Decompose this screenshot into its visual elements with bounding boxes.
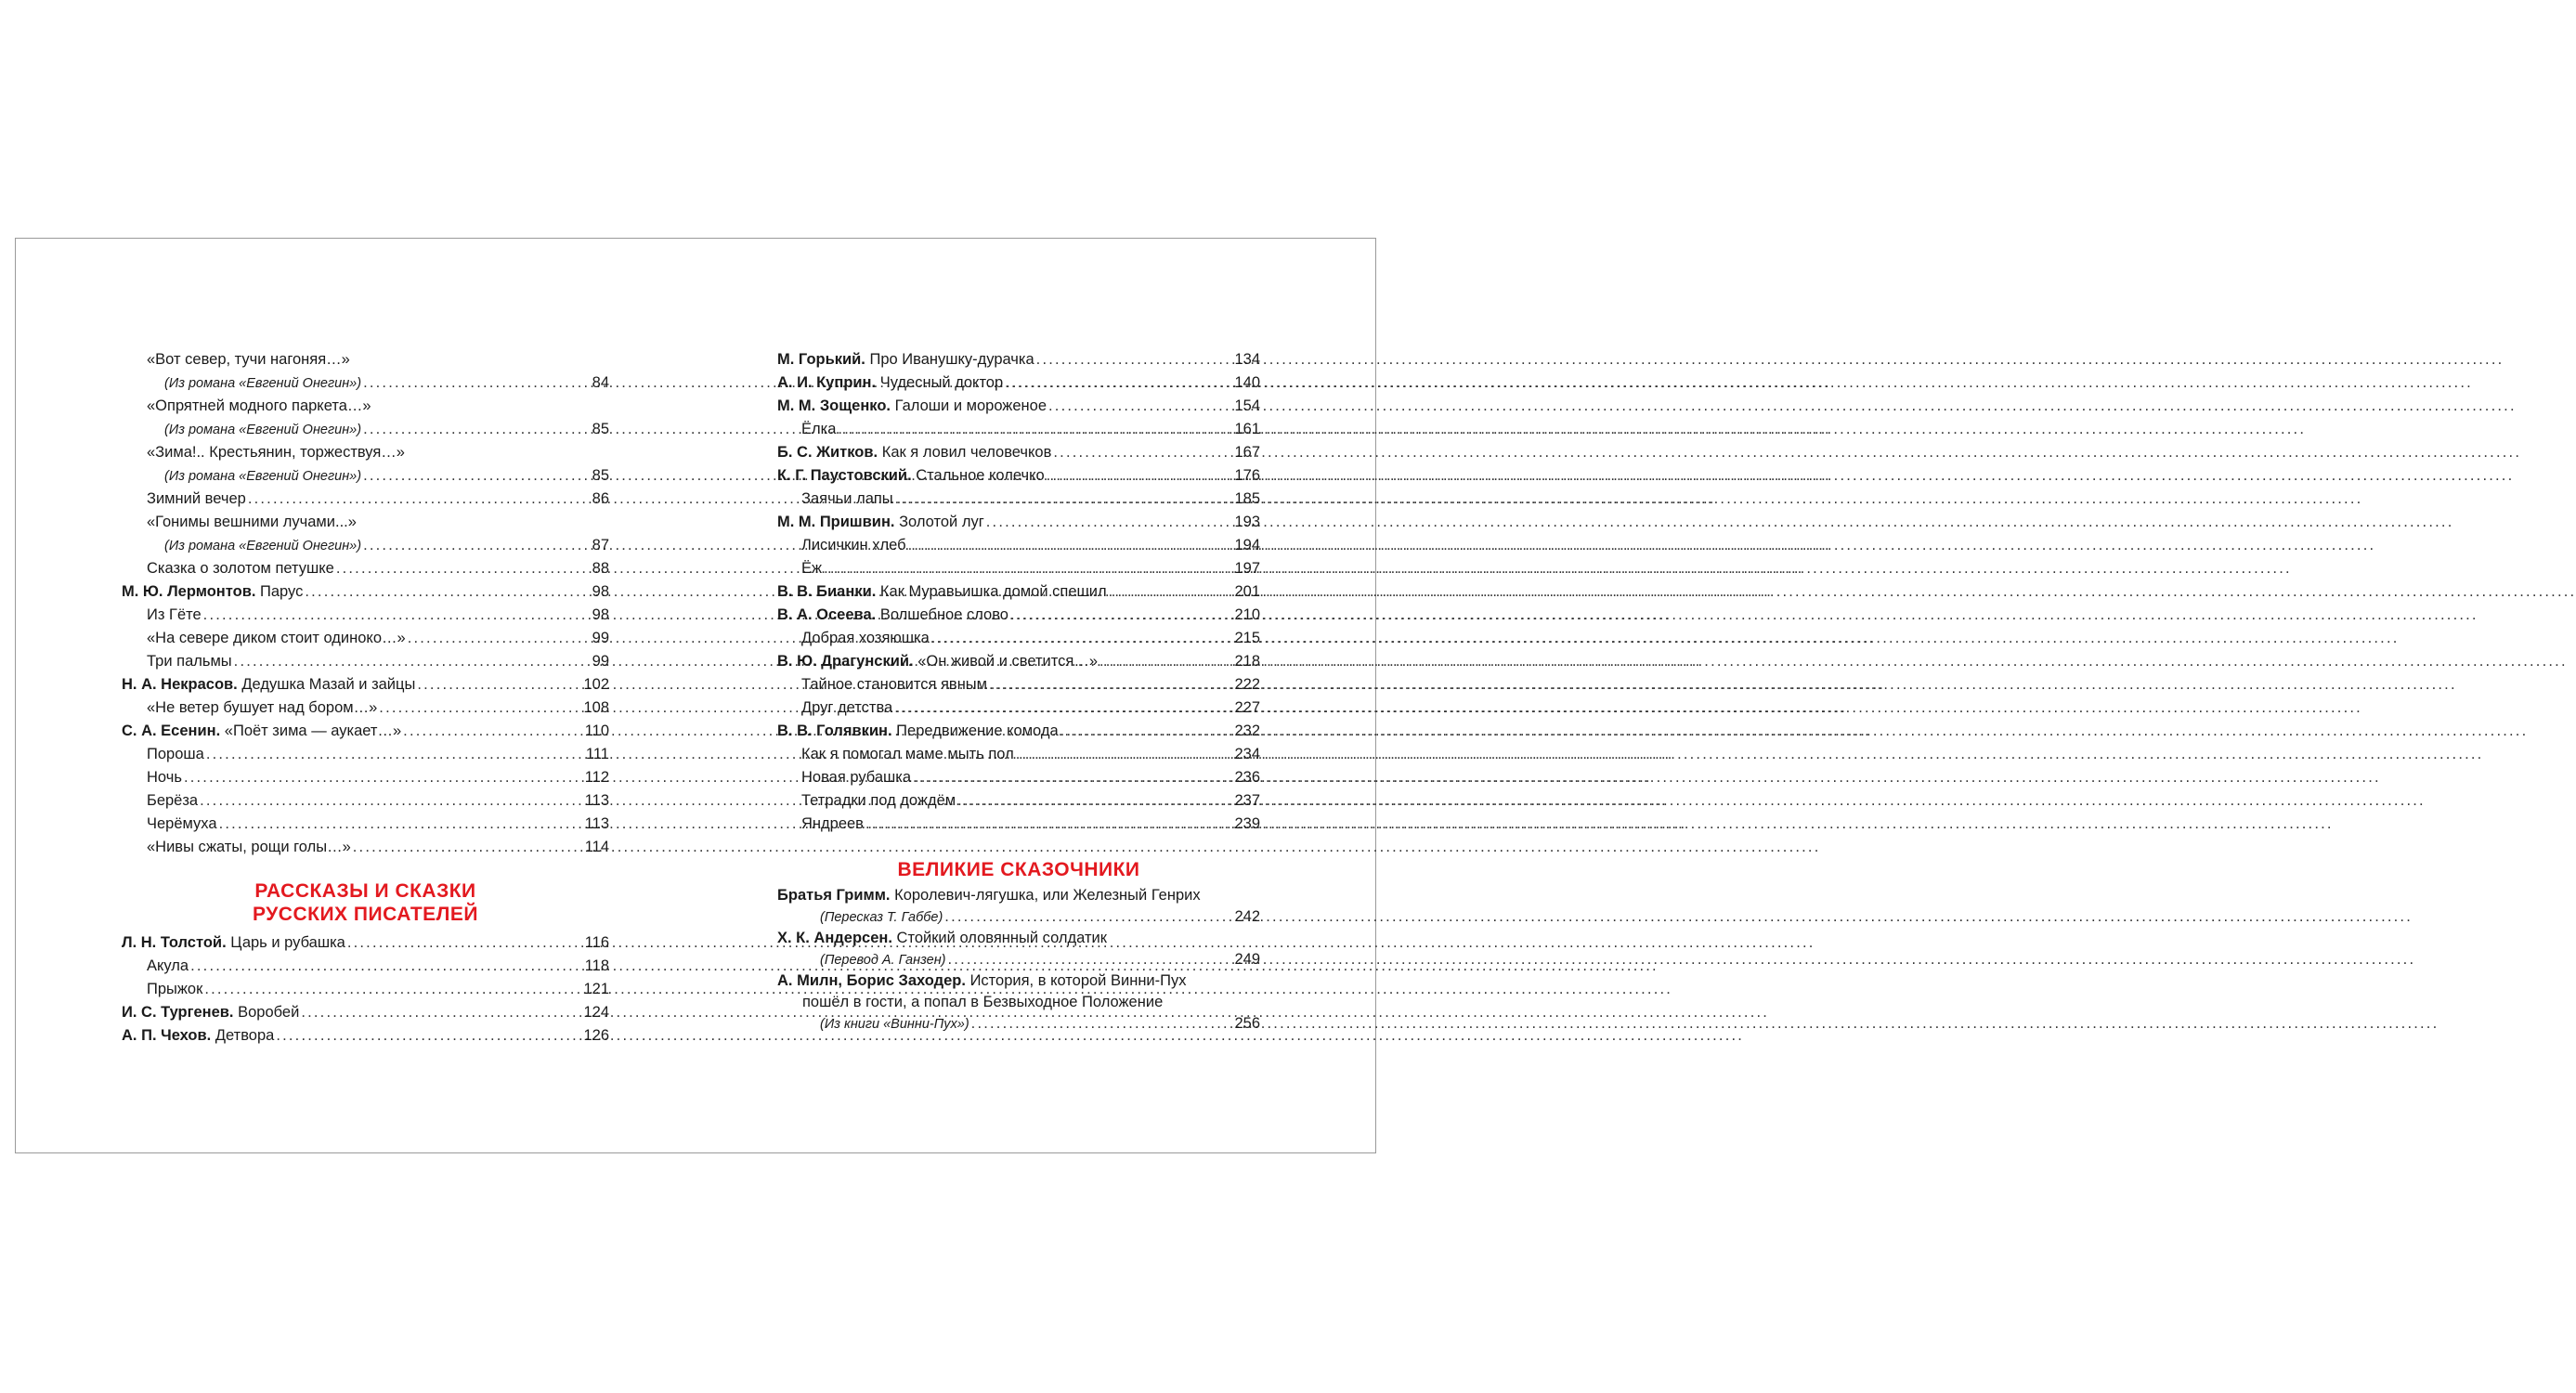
toc-entry-note: (Из романа «Евгений Онегин») (164, 376, 362, 391)
toc-entry-title-text: Три пальмы (147, 653, 232, 670)
toc-entry (122, 1001, 609, 1024)
toc-page-number: 185 (1234, 490, 1260, 507)
toc-leader-dots (184, 766, 583, 789)
toc-page-number: 218 (1234, 653, 1260, 670)
toc-entry-author: М. М. Зощенко. (777, 397, 891, 414)
section-heading-line: РУССКИХ ПИСАТЕЛЕЙ (253, 904, 478, 925)
toc-page-number: 234 (1234, 746, 1260, 762)
toc-entry-title (147, 604, 202, 627)
toc-leader-dots (1099, 650, 1232, 673)
toc-leader-dots (944, 906, 1232, 928)
toc-entry (777, 766, 1260, 789)
toc-entry-title (147, 743, 204, 766)
toc-entry (122, 978, 609, 1001)
toc-entry-title (777, 511, 984, 534)
toc-entry-title (801, 557, 822, 580)
toc-entry-title (820, 1013, 969, 1035)
toc-entry (122, 650, 609, 673)
toc-entry-author: Б. С. Житков. (777, 444, 878, 461)
toc-entry-author: Н. А. Некрасов. (122, 676, 238, 693)
toc-leader-dots (1047, 464, 1233, 488)
toc-entry-title (147, 836, 351, 859)
toc-entry (122, 418, 609, 441)
book-spread (15, 238, 1376, 1153)
toc-entry-title-text: Друг детства (801, 699, 893, 716)
toc-entry-author: Л. Н. Толстой. (122, 934, 227, 951)
toc-entry-title-text: Черёмуха (147, 815, 217, 832)
toc-entry-title (122, 931, 345, 955)
toc-entry-author: В. В. Бианки. (777, 583, 877, 600)
toc-left-column (122, 348, 609, 1048)
toc-leader-dots (838, 418, 1232, 441)
toc-entry-title-text: Королевич-лягушка, или Железный Генрих (894, 887, 1201, 904)
toc-entry-title-text: «На севере диком стоит одиноко…» (147, 630, 406, 646)
toc-entry-title (147, 395, 371, 418)
toc-page-number: 194 (1234, 537, 1260, 553)
toc-entry-title-text: Воробей (238, 1004, 300, 1021)
toc-entry (777, 789, 1260, 813)
toc-entry-title-text: Тайное становится явным (801, 676, 988, 693)
toc-entry-title-text: Добрая хозяюшка (801, 630, 930, 646)
toc-leader-dots (986, 511, 1233, 534)
toc-leader-dots (865, 813, 1233, 836)
toc-entry-title-text: Акула (147, 957, 189, 974)
toc-entry-title-text: Золотой луг (899, 514, 984, 530)
toc-entry (777, 970, 1260, 992)
toc-entry (122, 627, 609, 650)
toc-entry-title-text: «Вот север, тучи нагоняя…» (147, 351, 350, 368)
toc-leader-dots (200, 789, 583, 813)
toc-page-number: 227 (1234, 699, 1260, 716)
toc-entry-title-text: Чудесный доктор (879, 374, 1004, 391)
toc-entry-title-text: пошёл в гости, а попал в Безвыходное Положение (802, 994, 1164, 1010)
toc-entry (122, 743, 609, 766)
toc-entry-author: Х. К. Андерсен. (777, 930, 892, 946)
toc-leader-dots (1060, 720, 1233, 743)
toc-entry-title (801, 488, 893, 511)
toc-entry (122, 720, 609, 743)
toc-entry-title (802, 992, 1163, 1013)
toc-entry (777, 418, 1260, 441)
toc-entry (122, 464, 609, 488)
toc-entry-title-text: Ночь (147, 769, 182, 786)
toc-entry-title (122, 673, 415, 696)
toc-entry-title (164, 418, 361, 442)
toc-page-number: 249 (1234, 951, 1260, 968)
toc-entry (122, 1024, 609, 1048)
toc-page-number: 113 (584, 815, 609, 832)
toc-entry-title (801, 534, 906, 557)
toc-entry (122, 557, 609, 580)
toc-leader-dots (363, 534, 587, 557)
toc-entry-author: В. В. Голявкин. (777, 723, 892, 739)
toc-entry-author: М. Горький. (777, 351, 865, 368)
toc-page-number: 193 (1234, 514, 1260, 530)
toc-entry-title (147, 650, 232, 673)
toc-page-number: 86 (592, 490, 609, 507)
toc-page-number: 197 (1234, 560, 1260, 577)
toc-page-number: 99 (592, 630, 609, 646)
toc-entry-author: М. М. Пришвин. (777, 514, 895, 530)
toc-entry (777, 557, 1260, 580)
toc-leader-dots (824, 557, 1232, 580)
toc-entry (777, 885, 1260, 906)
toc-entry (122, 789, 609, 813)
section-heading-great-storytellers (777, 858, 1260, 881)
toc-entry (122, 371, 609, 395)
toc-right-column (777, 348, 1260, 1035)
toc-entry-title (147, 696, 377, 720)
toc-entry (122, 604, 609, 627)
toc-page-number: 134 (1234, 351, 1260, 368)
toc-leader-dots (234, 650, 587, 673)
toc-entry (122, 441, 609, 464)
toc-entry (777, 395, 1260, 418)
toc-entry-title-text: Пороша (147, 746, 204, 762)
toc-page-number: 111 (585, 746, 609, 762)
toc-entry-title-text: Из Гёте (147, 606, 202, 623)
toc-entry-title (777, 970, 1187, 992)
toc-page-number: 85 (592, 421, 609, 437)
toc-entry-title (801, 696, 892, 720)
toc-entry (122, 931, 609, 955)
toc-entry-author: А. П. Чехов. (122, 1027, 212, 1044)
toc-entry-title (777, 371, 1003, 395)
toc-entry-title (801, 418, 836, 441)
toc-entry-note: (Из книги «Винни-Пух») (820, 1017, 969, 1032)
toc-entry-title (147, 627, 406, 650)
toc-page-number: 113 (584, 792, 609, 809)
toc-page-number: 114 (584, 839, 609, 855)
toc-list-right-bottom (777, 885, 1260, 1035)
toc-entry-title (777, 885, 1201, 906)
toc-entry-title-text: Зимний вечер (147, 490, 246, 507)
toc-leader-dots (895, 488, 1233, 511)
toc-entry (777, 906, 1260, 928)
toc-leader-dots (971, 1013, 1233, 1035)
toc-leader-dots (204, 978, 581, 1001)
toc-page-number: 140 (1234, 374, 1260, 391)
toc-page-number: 102 (583, 676, 609, 693)
toc-entry (777, 441, 1260, 464)
toc-entry-title (801, 673, 987, 696)
toc-leader-dots (403, 720, 583, 743)
toc-leader-dots (989, 673, 1232, 696)
toc-entry-title (820, 949, 946, 971)
toc-entry-author: И. С. Тургенев. (122, 1004, 234, 1021)
toc-leader-dots (1048, 395, 1232, 418)
toc-page-number: 84 (592, 374, 609, 391)
toc-entry-title-text: Берёза (147, 792, 199, 809)
toc-page-number: 98 (592, 606, 609, 623)
toc-entry (777, 371, 1260, 395)
toc-entry-title (122, 720, 401, 743)
toc-entry-title (122, 1024, 274, 1048)
toc-entry-title (122, 580, 303, 604)
toc-page-number: 242 (1234, 908, 1260, 925)
toc-entry (777, 992, 1260, 1013)
toc-entry (777, 813, 1260, 836)
toc-list-left-top (122, 348, 609, 859)
toc-page-number: 237 (1234, 792, 1260, 809)
section-heading-line: РАССКАЗЫ И СКАЗКИ (254, 880, 476, 902)
toc-entry-title-text: Про Иванушку-дурачка (869, 351, 1034, 368)
toc-page-number: 126 (583, 1027, 609, 1044)
toc-entry-title-text: Передвижение комода (896, 723, 1059, 739)
toc-leader-dots (1016, 743, 1233, 766)
toc-entry (122, 580, 609, 604)
toc-list-left-bottom (122, 931, 609, 1048)
toc-entry-title-text: Заячьи лапы (801, 490, 893, 507)
toc-entry-title (777, 441, 1051, 464)
toc-entry-title (164, 464, 361, 488)
toc-entry-title-text: Галоши и мороженое (894, 397, 1047, 414)
toc-leader-dots (908, 534, 1233, 557)
toc-leader-dots (948, 949, 1233, 970)
toc-page-number: 98 (592, 583, 609, 600)
toc-leader-dots (931, 627, 1233, 650)
toc-page-number: 232 (1234, 723, 1260, 739)
toc-leader-dots (1010, 604, 1232, 627)
toc-entry (777, 743, 1260, 766)
toc-entry-title (147, 789, 198, 813)
toc-entry-title-text: Прыжок (147, 981, 203, 997)
toc-page-number: 154 (1234, 397, 1260, 414)
toc-entry (122, 673, 609, 696)
toc-leader-dots (1053, 441, 1232, 464)
toc-entry-title (147, 511, 357, 534)
toc-leader-dots (248, 488, 587, 511)
toc-entry-title-text: «Нивы сжаты, рощи голы…» (147, 839, 351, 855)
toc-leader-dots (363, 464, 587, 488)
toc-leader-dots (1109, 580, 1233, 604)
toc-entry (777, 348, 1260, 371)
toc-entry-title-text: Как Муравьишка домой спешил (879, 583, 1107, 600)
toc-page-number: 210 (1234, 606, 1260, 623)
toc-entry-note: (Из романа «Евгений Онегин») (164, 423, 362, 437)
toc-list-right-top (777, 348, 1260, 836)
toc-page-number: 116 (584, 934, 609, 951)
toc-entry-title (801, 766, 911, 789)
toc-leader-dots (913, 766, 1232, 789)
toc-entry-title (777, 580, 1107, 604)
toc-page-number: 167 (1234, 444, 1260, 461)
toc-page-number: 222 (1234, 676, 1260, 693)
toc-entry (777, 1013, 1260, 1035)
toc-entry-title-text: Парус (260, 583, 304, 600)
toc-entry-title-text: Стойкий оловянный солдатик (896, 930, 1107, 946)
toc-entry (122, 511, 609, 534)
toc-leader-dots (894, 696, 1232, 720)
toc-page-number: 118 (584, 957, 609, 974)
toc-entry (122, 766, 609, 789)
toc-entry-title-text: Ёж (801, 560, 823, 577)
toc-leader-dots (363, 418, 587, 441)
toc-page-number: 110 (584, 723, 609, 739)
toc-entry-title (147, 348, 350, 371)
toc-entry-title (147, 557, 334, 580)
toc-entry-title (147, 766, 182, 789)
toc-entry-title (801, 627, 930, 650)
toc-entry-title-text: Тетрадки под дождём (801, 792, 956, 809)
toc-entry-title-text: Царь и рубашка (230, 934, 345, 951)
toc-page-number: 161 (1234, 421, 1260, 437)
toc-leader-dots (206, 743, 584, 766)
toc-entry (777, 488, 1260, 511)
section-heading-russian-writers (122, 879, 609, 926)
toc-entry (777, 928, 1260, 949)
toc-entry-author: С. А. Есенин. (122, 723, 221, 739)
toc-entry (777, 949, 1260, 970)
toc-entry (122, 395, 609, 418)
toc-entry (122, 813, 609, 836)
toc-entry-author: М. Ю. Лермонтов. (122, 583, 256, 600)
toc-entry-title (777, 395, 1047, 418)
toc-entry-title (777, 464, 1045, 488)
toc-leader-dots (957, 789, 1232, 813)
toc-entry-title (777, 650, 1098, 673)
toc-page-number: 256 (1234, 1015, 1260, 1032)
toc-leader-dots (190, 955, 583, 978)
toc-entry-author: А. Милн, Борис Заходер. (777, 972, 966, 989)
toc-entry-title (777, 348, 1034, 371)
toc-leader-dots (347, 931, 583, 955)
toc-leader-dots (276, 1024, 581, 1048)
toc-leader-dots (363, 371, 587, 395)
toc-entry-title-text: «Гонимы вешними лучами...» (147, 514, 357, 530)
toc-entry-author: В. А. Осеева. (777, 606, 877, 623)
toc-entry (122, 955, 609, 978)
toc-leader-dots (305, 580, 587, 604)
toc-entry (122, 488, 609, 511)
section-heading-line: ВЕЛИКИЕ СКАЗОЧНИКИ (897, 859, 1140, 880)
toc-entry-title (777, 928, 1107, 949)
toc-page-number: 236 (1234, 769, 1260, 786)
toc-entry (777, 696, 1260, 720)
toc-entry-title (147, 813, 217, 836)
toc-entry (122, 348, 609, 371)
toc-page-number: 215 (1234, 630, 1260, 646)
toc-entry-title (147, 488, 246, 511)
toc-entry-title-text: Волшебное слово (879, 606, 1008, 623)
toc-entry-author: Братья Гримм. (777, 887, 891, 904)
toc-entry-title-text: Новая рубашка (801, 769, 912, 786)
toc-entry-title (820, 906, 943, 929)
toc-leader-dots (203, 604, 587, 627)
toc-leader-dots (219, 813, 583, 836)
toc-page-number: 88 (592, 560, 609, 577)
toc-entry-title-text: «Зима!.. Крестьянин, торжествуя…» (147, 444, 405, 461)
toc-leader-dots (408, 627, 587, 650)
toc-entry-title (801, 813, 864, 836)
toc-entry-author: К. Г. Паустовский. (777, 467, 912, 484)
toc-entry-author: В. Ю. Драгунский. (777, 653, 914, 670)
toc-page-number: 85 (592, 467, 609, 484)
toc-entry-title-text: История, в которой Винни-Пух (969, 972, 1187, 989)
toc-leader-dots (417, 673, 581, 696)
toc-entry-title-text: «Опрятней модного паркета…» (147, 397, 371, 414)
toc-leader-dots (1005, 371, 1232, 395)
toc-entry-author: А. И. Куприн. (777, 374, 877, 391)
toc-entry-title-text: «Не ветер бушует над бором…» (147, 699, 378, 716)
toc-entry-title-text: «Поёт зима — аукает…» (224, 723, 402, 739)
toc-entry-note: (Пересказ Т. Габбе) (820, 910, 943, 925)
toc-page-number: 108 (583, 699, 609, 716)
toc-entry-note: (Перевод А. Ганзен) (820, 953, 946, 968)
toc-entry (122, 534, 609, 557)
toc-entry (122, 836, 609, 859)
toc-entry (777, 464, 1260, 488)
toc-entry-title-text: Стальное колечко (916, 467, 1045, 484)
toc-page-number: 176 (1234, 467, 1260, 484)
toc-entry-title (801, 743, 1014, 766)
toc-entry-title-text: Дедушка Мазай и зайцы (241, 676, 416, 693)
toc-page-number: 112 (584, 769, 609, 786)
toc-page-number: 87 (592, 537, 609, 553)
toc-entry-title-text: Сказка о золотом петушке (147, 560, 334, 577)
toc-page-number: 121 (583, 981, 609, 997)
toc-page-number: 99 (592, 653, 609, 670)
toc-leader-dots (379, 696, 581, 720)
toc-entry-title (147, 441, 405, 464)
toc-entry-title-text: Как я ловил человечков (881, 444, 1052, 461)
toc-entry-title (164, 534, 361, 558)
toc-leader-dots (353, 836, 583, 859)
toc-entry-title-text: Детвора (215, 1027, 275, 1044)
toc-entry-title (801, 789, 956, 813)
toc-page-number: 201 (1234, 583, 1260, 600)
toc-entry-title-text: Ёлка (801, 421, 837, 437)
toc-leader-dots (1036, 348, 1233, 371)
toc-entry-note: (Из романа «Евгений Онегин») (164, 539, 362, 553)
toc-entry-title (147, 955, 189, 978)
toc-entry-title-text: Яндреев (801, 815, 864, 832)
toc-leader-dots (336, 557, 587, 580)
toc-entry-title-text: Как я помогал маме мыть пол (801, 746, 1014, 762)
toc-entry (777, 650, 1260, 673)
toc-entry-title (777, 720, 1059, 743)
toc-entry (122, 696, 609, 720)
toc-entry (777, 627, 1260, 650)
toc-entry-title-text: Лисичкин хлеб (801, 537, 906, 553)
toc-entry (777, 604, 1260, 627)
toc-entry-title (147, 978, 202, 1001)
toc-page-number: 124 (583, 1004, 609, 1021)
toc-entry-note: (Из романа «Евгений Онегин») (164, 469, 362, 484)
toc-entry (777, 580, 1260, 604)
toc-entry (777, 534, 1260, 557)
toc-entry-title (122, 1001, 299, 1024)
toc-entry-title-text: «Он живой и светится…» (917, 653, 1098, 670)
toc-entry-title (777, 604, 1008, 627)
toc-entry (777, 720, 1260, 743)
toc-page-number: 239 (1234, 815, 1260, 832)
toc-leader-dots (301, 1001, 581, 1024)
toc-entry (777, 511, 1260, 534)
toc-entry (777, 673, 1260, 696)
toc-entry-title (164, 371, 361, 396)
